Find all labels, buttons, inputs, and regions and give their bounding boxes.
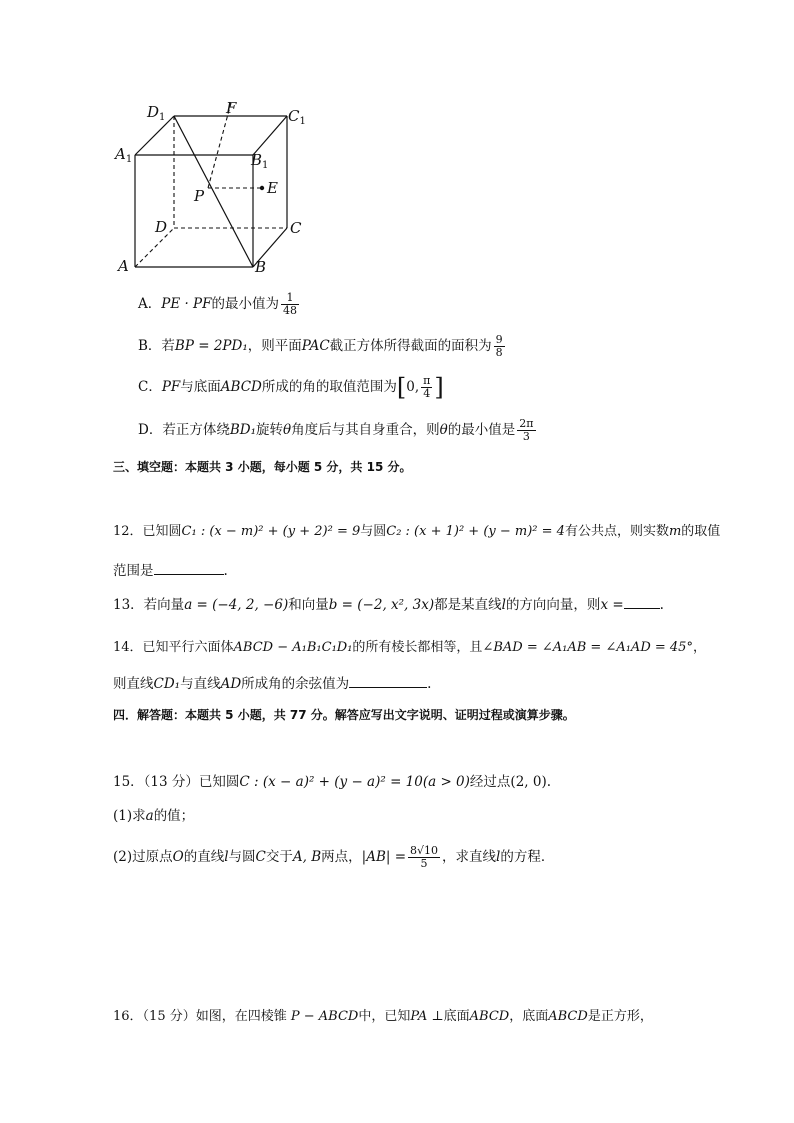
- label-F: F: [226, 99, 237, 117]
- label-B: B: [255, 258, 267, 276]
- question-15-part2: (2)过原点O的直线l与圆C交于A, B两点，|AB| = $\frac{8√10}{5}$ ，求直线l的方程．: [113, 844, 555, 870]
- question-15: 15．（13 分）已知圆C : (x − a)² + (y − a)² = 10(a > 0)经过点(2, 0).: [113, 774, 552, 790]
- option-a: A．PE · PF的最小值为 $\frac{1}{48}$: [138, 291, 298, 317]
- label-C: C: [290, 219, 302, 237]
- section-heading-solve: 四．解答题：本题共 5 小题，共 77 分。解答应写出文字说明、证明过程或演算步骤。: [113, 708, 575, 722]
- option-d: D．若正方体绕BD₁旋转θ角度后与其自身重合，则θ的最小值是 $\frac{2\pi}{3}$: [138, 417, 534, 443]
- label-E: E: [267, 179, 278, 197]
- label-C1: $C_1$: [288, 107, 306, 127]
- option-c: C．PF与底面ABCD所成的角的取值范围为[0, $\frac{\pi}{4}$ ]: [138, 373, 444, 402]
- label-A: A: [118, 257, 129, 275]
- question-14-line2: 则直线CD₁与直线AD所成角的余弦值为 .: [113, 673, 431, 694]
- label-A1: $A_1$: [115, 145, 133, 165]
- question-12: 12．已知圆C₁ : (x − m)² + (y + 2)² = 9与圆C₂ : (x + 1)² + (y − m)² = 4有公共点，则实数m的取值: [113, 524, 721, 539]
- question-16: 16．（15 分）如图，在四棱锥 P − ABCD中，已知PA ⊥底面ABCD，底面ABCD是正方形，: [113, 1009, 653, 1024]
- label-B1: $B_1$: [251, 151, 269, 171]
- question-12-line2: 范围是 .: [113, 560, 228, 581]
- fraction: $\frac{1}{48}$: [283, 291, 298, 317]
- section-heading-fill-in: 三、填空题：本题共 3 小题，每小题 5 分，共 15 分。: [113, 460, 412, 474]
- question-14: 14．已知平行六面体ABCD − A₁B₁C₁D₁的所有棱长都相等，且∠BAD = ∠A₁AB = ∠A₁AD = 45°，: [113, 640, 706, 655]
- answer-blank: [154, 560, 224, 575]
- answer-blank: [349, 673, 427, 688]
- fraction: $\frac{8√10}{5}$: [410, 844, 439, 870]
- cube-figure: [110, 95, 320, 280]
- answer-blank: [624, 594, 660, 609]
- fraction: $\frac{9}{8}$: [495, 333, 503, 359]
- label-D: D: [155, 218, 168, 236]
- option-b: B．若BP = 2PD₁，则平面PAC截正方体所得截面的面积为 $\frac{9}{8}$: [138, 333, 503, 359]
- label-D1: $D_1$: [147, 103, 166, 123]
- question-13: 13．若向量a = (−4, 2, −6)和向量b = (−2, x², 3x)都是某直线l的方向向量，则x = .: [113, 594, 664, 615]
- fraction: $\frac{2\pi}{3}$: [519, 417, 534, 443]
- label-P: P: [194, 187, 205, 205]
- question-15-part1: (1)求a的值；: [113, 808, 195, 824]
- fraction: $\frac{\pi}{4}$: [423, 374, 431, 400]
